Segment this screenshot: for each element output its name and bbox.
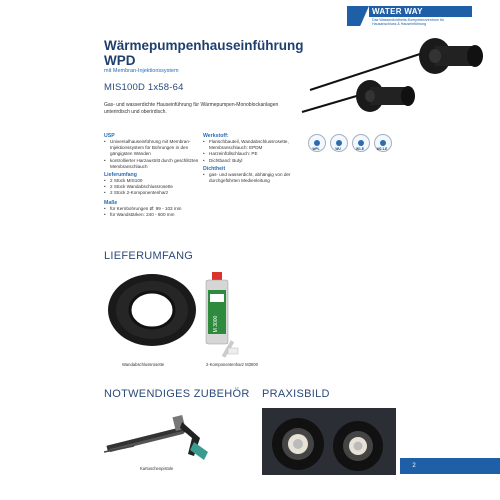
zubehoer-title: NOTWENDIGES ZUBEHÖR (104, 388, 250, 400)
badge-wu: WU (330, 134, 348, 156)
rosette-caption: Wandabschlussrosette (122, 362, 165, 367)
brand-logo (347, 6, 471, 32)
lieferumfang-title: LIEFERUMFANG (104, 250, 194, 262)
list-item: • kontrollierter Harzaustritt durch geschlitzten Membranschlauch (104, 158, 204, 170)
sleeve-bottom-icon (302, 80, 415, 112)
lieferumfang-heading: Lieferumfang (104, 172, 137, 179)
list-item: • Harzeinfüllschlauch: PE (203, 151, 303, 157)
model-number: MIS100D 1x58-64 (104, 82, 184, 93)
werkstoff-heading: Werkstoff: (203, 133, 229, 139)
list-item: • 2 Stück Wandabschlussrosette (104, 184, 204, 190)
cartridge-image (200, 270, 250, 360)
list-item: • Universalhauseinführung mit Membran-Injektionssystem für Bohrungen in den gängigsten Wänden (104, 139, 204, 158)
list-item: • Dichtband: Butyl (203, 158, 303, 164)
badge-w21e: W2.1-E (374, 134, 392, 156)
caulking-gun-image (104, 408, 224, 468)
praxis-photo-icon (262, 408, 396, 475)
usp-heading: USP (104, 133, 115, 139)
list-item: • Flanschbauteil, Wandabschlussrosette, Membranschlauch: EPDM (203, 139, 303, 151)
logo-text: WATER WAY (369, 6, 472, 17)
list-item: • 2 Stück MIS100 (104, 178, 204, 184)
page-subtitle: mit Membran-Injektionssystem (104, 68, 179, 74)
logo-tagline: Das Wasserdichtheits-Kompetenzzentrum für Hausanschluss & Hauseinführung (372, 18, 445, 26)
list-item: • für Wandstärken: 240 - 600 mm (104, 212, 204, 218)
praxis-photo (262, 408, 396, 475)
sleeve-top-icon (310, 38, 483, 90)
list-item: • für Kernbohrungen Ø: 99 - 103 mm (104, 206, 204, 212)
rosette-image (102, 270, 202, 350)
title-line-2: WPD (104, 53, 136, 68)
badge-wpl: WPL (308, 134, 326, 156)
usp-section (104, 133, 204, 218)
cartridge-label: M 3000 (213, 315, 219, 333)
product-image-sleeves (300, 30, 500, 130)
masse-heading: Maße (104, 199, 118, 206)
title-line-1: Wärmepumpenhauseinführung (104, 38, 304, 53)
harz-caption: 2-Komponentenharz M3000 (206, 362, 258, 367)
badge-w1e: W1-E (352, 134, 370, 156)
dichtheit-heading: Dichtheit (203, 165, 226, 172)
pistole-caption: Kartuschenpistole (140, 466, 174, 471)
praxis-title: PRAXISBILD (262, 388, 330, 400)
product-description: Gas- und wasserdichte Hauseinführung für Wärmepumpen-Monoblockanlagen unterirdisch und oberirdisch. (104, 102, 279, 115)
logo-mark-icon (347, 6, 369, 26)
page-title (104, 38, 304, 68)
werkstoff-section (203, 133, 303, 184)
page-number: 2 (412, 463, 416, 469)
list-item: • gas- und wasserdicht, abhängig von der durchgeführten Medienleitung (203, 172, 303, 184)
list-item: • 2 Stück 2-Komponentenharz (104, 190, 204, 196)
